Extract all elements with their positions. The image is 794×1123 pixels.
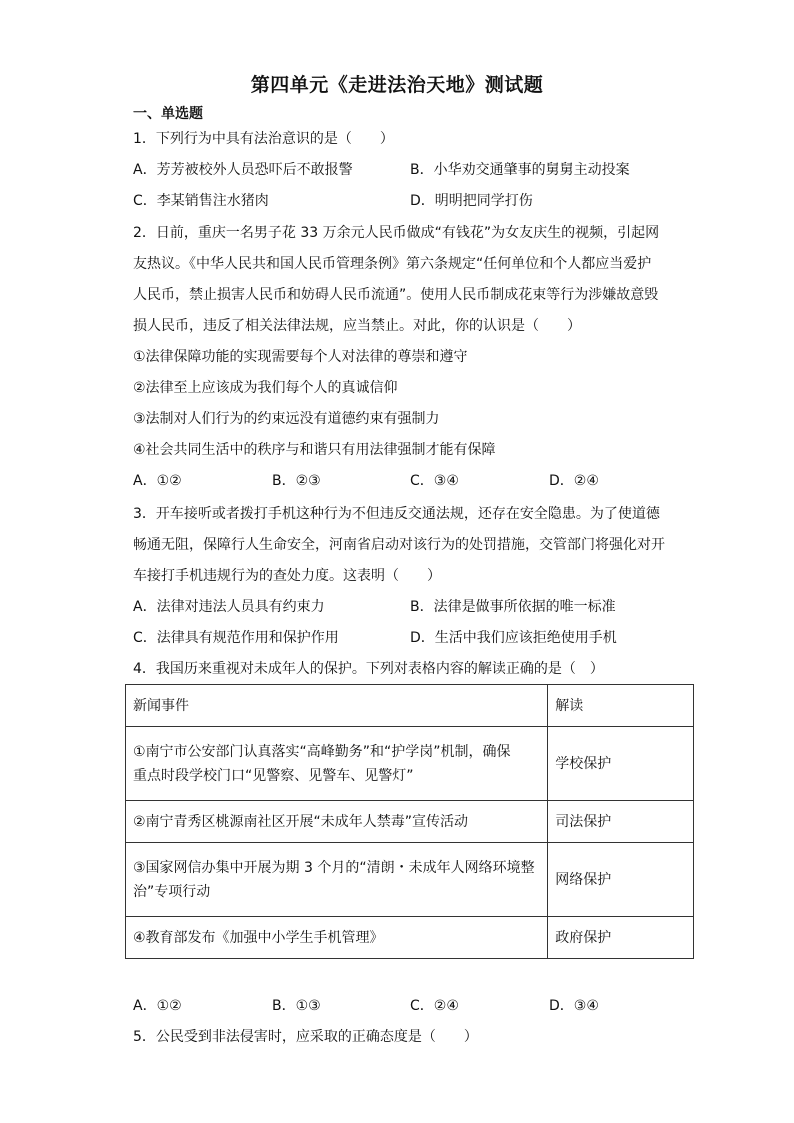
question-3-stem-line: 畅通无阻，保障行人生命安全，河南省启动对该行为的处罚措施，交管部门将强化对开 (133, 537, 665, 553)
event-line: 治”专项行动 (133, 883, 211, 900)
question-4-option-b: B．①③ (272, 998, 321, 1014)
question-4-option-d: D．③④ (549, 998, 599, 1014)
question-2-stem-line: 人民币，禁止损害人民币和妨碍人民币流通”。使用人民币制成花束等行为涉嫌故意毁 (133, 287, 659, 303)
question-2-statement: ④社会共同生活中的秩序与和谐只有用法律强制才能有保障 (133, 442, 496, 458)
question-4-option-c: C．②④ (410, 998, 459, 1014)
question-2-statement: ②法律至上应该成为我们每个人的真诚信仰 (133, 380, 398, 396)
page-title: 第四单元《走进法治天地》测试题 (250, 74, 544, 96)
question-1-option-d: D．明明把同学打伤 (410, 193, 533, 209)
question-4-stem: 4．我国历来重视对未成年人的保护。下列对表格内容的解读正确的是（ ） (133, 661, 604, 677)
table-cell-reading: 网络保护 (548, 843, 694, 917)
section-heading: 一、单选题 (133, 106, 203, 122)
table-cell-event (126, 801, 548, 843)
question-1-stem: 1．下列行为中具有法治意识的是（ ） (133, 131, 394, 147)
question-2-stem-line: 友热议。《中华人民共和国人民币管理条例》第六条规定“任何单位和个人都应当爱护 (133, 256, 652, 272)
question-3-stem-line: 车接打手机违规行为的查处力度。这表明（ ） (133, 568, 441, 584)
question-2-option-a: A．①② (133, 473, 182, 489)
question-2-statement: ③法制对人们行为的约束远没有道德约束有强制力 (133, 411, 440, 427)
question-2-stem-line: 2．日前，重庆一名男子花 33 万余元人民币做成“有钱花”为女友庆生的视频，引起网 (133, 225, 660, 241)
question-2-option-b: B．②③ (272, 473, 321, 489)
table-row (126, 917, 694, 959)
question-2-stem-line: 损人民币，违反了相关法律法规，应当禁止。对此，你的认识是（ ） (133, 318, 581, 334)
question-1-option-a: A．芳芳被校外人员恐吓后不敢报警 (133, 162, 353, 178)
question-3-stem-line: 3．开车接听或者拨打手机这种行为不但违反交通法规，还存在安全隐患。为了使道德 (133, 506, 660, 522)
question-3-option-b: B．法律是做事所依据的唯一标准 (410, 599, 616, 615)
question-1-option-b: B．小华劝交通肇事的舅舅主动投案 (410, 162, 630, 178)
news-table (125, 684, 694, 959)
table-row (126, 843, 694, 917)
table-header-row (126, 685, 694, 727)
question-1-option-c: C．李某销售注水猪肉 (133, 193, 269, 209)
question-4-option-a: A．①② (133, 998, 182, 1014)
event-line: ①南宁市公安部门认真落实“高峰勤务”和“护学岗”机制，确保 (133, 743, 511, 760)
table-row (126, 801, 694, 843)
table-cell-reading: 司法保护 (548, 801, 694, 843)
table-row (126, 727, 694, 801)
table-cell-event (126, 917, 548, 959)
table-cell-event (126, 727, 548, 801)
table-cell-reading: 学校保护 (548, 727, 694, 801)
question-2-option-c: C．③④ (410, 473, 459, 489)
question-3-option-c: C．法律具有规范作用和保护作用 (133, 630, 339, 646)
table-cell-event (126, 843, 548, 917)
table-header-cell: 解读 (548, 685, 694, 727)
question-2-statement: ①法律保障功能的实现需要每个人对法律的尊崇和遵守 (133, 349, 468, 365)
question-3-option-a: A．法律对违法人员具有约束力 (133, 599, 325, 615)
question-2-option-d: D．②④ (549, 473, 599, 489)
table-header-cell: 新闻事件 (126, 685, 548, 727)
event-line: ④教育部发布《加强中小学生手机管理》 (133, 929, 384, 946)
question-3-option-d: D．生活中我们应该拒绝使用手机 (410, 630, 617, 646)
event-line: ②南宁青秀区桃源南社区开展“未成年人禁毒”宣传活动 (133, 813, 469, 830)
event-line: ③国家网信办集中开展为期 3 个月的“清朗・未成年人网络环境整 (133, 859, 535, 876)
table-cell-reading: 政府保护 (548, 917, 694, 959)
event-line: 重点时段学校门口“见警察、见警车、见警灯” (133, 767, 414, 784)
question-5-stem: 5．公民受到非法侵害时，应采取的正确态度是（ ） (133, 1029, 478, 1045)
